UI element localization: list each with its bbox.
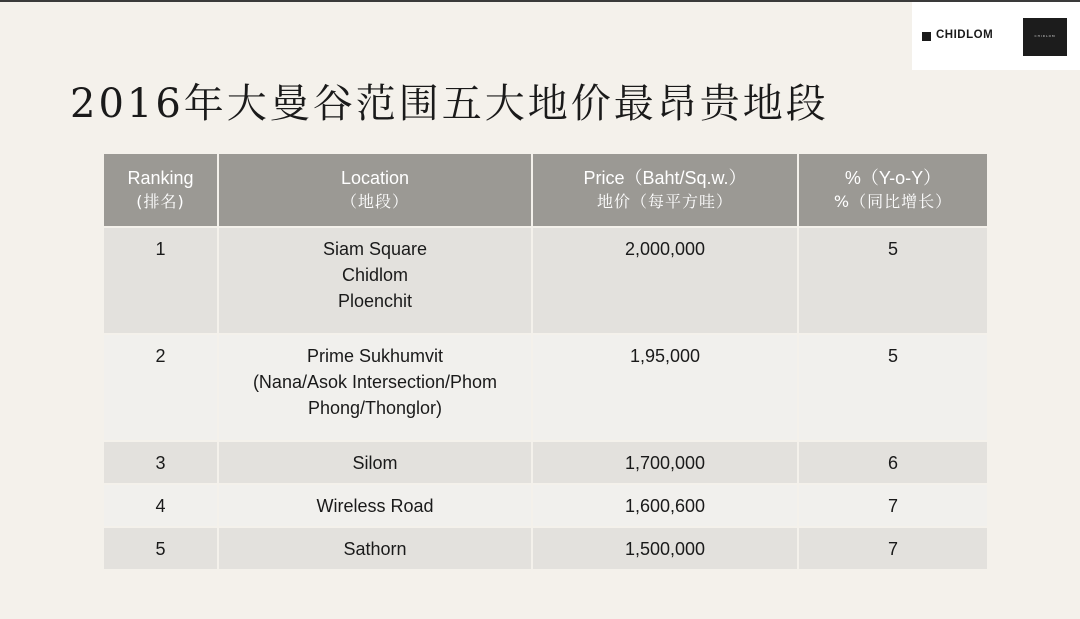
land-price-table bbox=[102, 152, 989, 571]
cell-yoy: 5 bbox=[798, 334, 988, 441]
table-row bbox=[103, 441, 988, 484]
table-row bbox=[103, 334, 988, 441]
location-line: Prime Sukhumvit bbox=[306, 346, 444, 366]
cell-location bbox=[218, 441, 532, 484]
slide-title: 2016年大曼谷范围五大地价最昂贵地段 bbox=[70, 81, 829, 127]
header-price bbox=[532, 153, 798, 227]
cell-location bbox=[218, 484, 532, 527]
header-yoy-en: %（Y-o-Y） bbox=[844, 168, 942, 188]
location-line: Ploenchit bbox=[337, 291, 413, 311]
cell-price: 1,95,000 bbox=[532, 334, 798, 441]
cell-yoy: 7 bbox=[798, 484, 988, 527]
table-row bbox=[103, 527, 988, 570]
header-yoy bbox=[798, 153, 988, 227]
header-ranking-zh: (排名) bbox=[136, 192, 185, 211]
brand-logo-square bbox=[1023, 18, 1067, 56]
header-location-zh: （地段） bbox=[340, 192, 409, 211]
cell-price: 1,500,000 bbox=[532, 527, 798, 570]
header-price-zh: 地价（每平方哇） bbox=[596, 192, 733, 211]
cell-rank: 1 bbox=[103, 227, 218, 334]
header-ranking bbox=[103, 153, 218, 227]
header-price-en: Price（Baht/Sq.w.） bbox=[583, 168, 747, 188]
location-line: Siam Square bbox=[322, 239, 428, 259]
cell-price: 1,600,600 bbox=[532, 484, 798, 527]
cell-rank: 2 bbox=[103, 334, 218, 441]
header-location bbox=[218, 153, 532, 227]
logo-area bbox=[912, 2, 1080, 70]
location-line: Silom bbox=[352, 453, 398, 473]
header-location-en: Location bbox=[340, 168, 410, 188]
table-header-row bbox=[103, 153, 988, 227]
location-line: (Nana/Asok Intersection/Phom bbox=[252, 372, 498, 392]
cell-price: 1,700,000 bbox=[532, 441, 798, 484]
cell-location bbox=[218, 334, 532, 441]
table-row bbox=[103, 227, 988, 334]
location-line: Sathorn bbox=[343, 539, 407, 559]
brand-mark-icon bbox=[922, 32, 931, 41]
cell-yoy: 7 bbox=[798, 527, 988, 570]
cell-yoy: 6 bbox=[798, 441, 988, 484]
location-line: Chidlom bbox=[341, 265, 409, 285]
brand-logo-square-text: CHIDLOM bbox=[1034, 34, 1056, 38]
header-ranking-en: Ranking bbox=[127, 168, 194, 188]
location-line: Wireless Road bbox=[316, 496, 434, 516]
cell-rank: 5 bbox=[103, 527, 218, 570]
location-line: Phong/Thonglor) bbox=[307, 398, 443, 418]
cell-yoy: 5 bbox=[798, 227, 988, 334]
cell-location bbox=[218, 527, 532, 570]
cell-rank: 3 bbox=[103, 441, 218, 484]
table-row bbox=[103, 484, 988, 527]
brand-name: CHIDLOM bbox=[936, 29, 994, 41]
cell-location bbox=[218, 227, 532, 334]
cell-rank: 4 bbox=[103, 484, 218, 527]
cell-price: 2,000,000 bbox=[532, 227, 798, 334]
header-yoy-zh: %（同比增长） bbox=[833, 192, 953, 211]
